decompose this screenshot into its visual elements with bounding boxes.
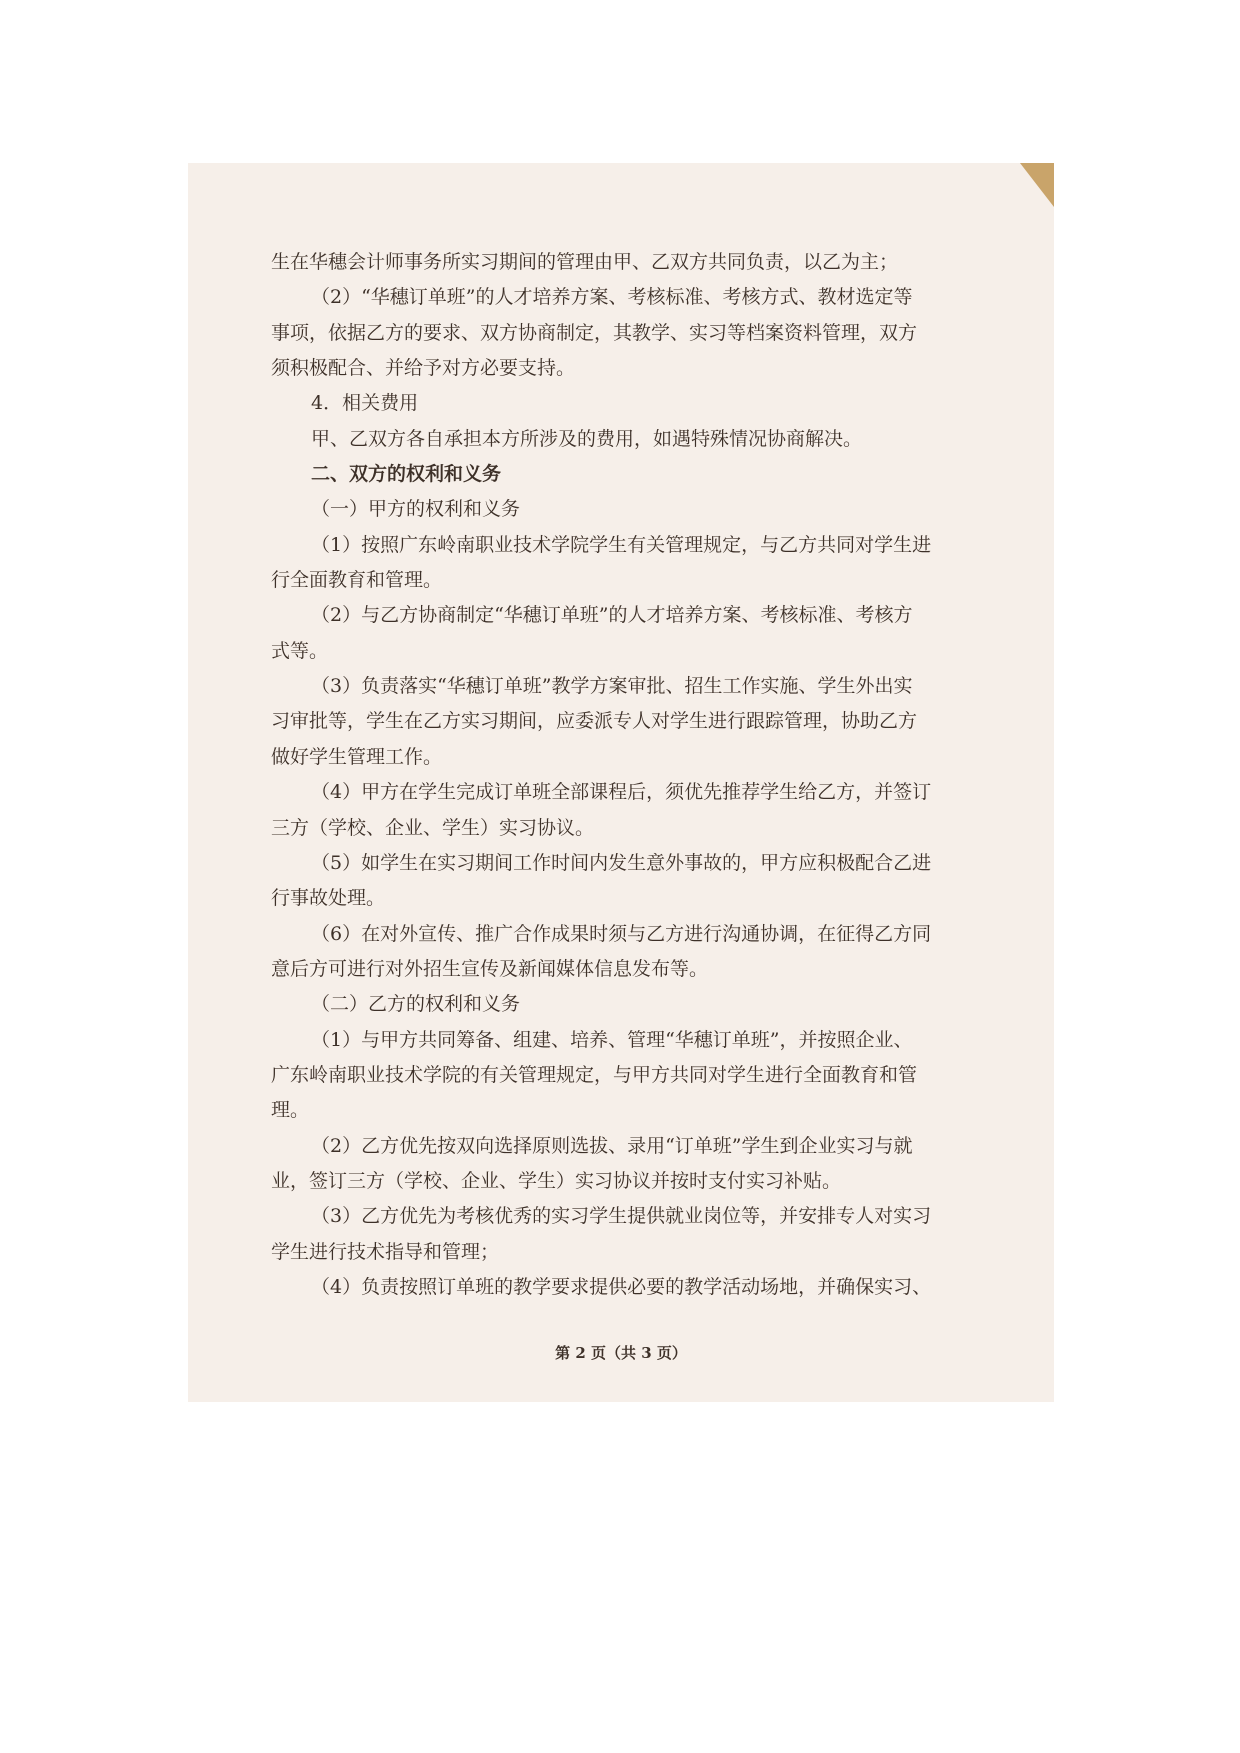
text-line: 业，签订三方（学校、企业、学生）实习协议并按时支付实习补贴。: [271, 1169, 842, 1192]
text-line: （一）甲方的权利和义务: [311, 498, 521, 521]
text-line: 须积极配合、并给予对方必要支持。: [271, 357, 576, 380]
page-footer: 第 2 页（共 3 页）: [555, 1344, 687, 1362]
text-line: （3）负责落实“华穗订单班”教学方案审批、招生工作实施、学生外出实: [311, 675, 913, 698]
text-line: 意后方可进行对外招生宣传及新闻媒体信息发布等。: [271, 957, 709, 980]
text-line: （4）负责按照订单班的教学要求提供必要的教学活动场地，并确保实习、: [311, 1275, 932, 1298]
text-line: 生在华穗会计师事务所实习期间的管理由甲、乙双方共同负责，以乙为主；: [271, 251, 899, 273]
text-line: 习审批等，学生在乙方实习期间，应委派专人对学生进行跟踪管理，协助乙方: [271, 710, 918, 733]
document-photo: [188, 163, 1054, 1402]
text-line: 事项，依据乙方的要求、双方协商制定，其教学、实习等档案资料管理，双方: [271, 321, 918, 344]
text-line: （2）乙方优先按双向选择原则选拔、录用“订单班”学生到企业实习与就: [311, 1134, 913, 1157]
text-line: 理。: [271, 1099, 310, 1122]
text-line: （2）“华穗订单班”的人才培养方案、考核标准、考核方式、教材选定等: [311, 286, 913, 309]
text-line: （6）在对外宣传、推广合作成果时须与乙方进行沟通协调，在征得乙方同: [311, 922, 932, 945]
page-corner-fold: [1020, 163, 1054, 207]
text-line: 甲、乙双方各自承担本方所涉及的费用，如遇特殊情况协商解决。: [311, 427, 863, 450]
text-line: （2）与乙方协商制定“华穗订单班”的人才培养方案、考核标准、考核方: [311, 604, 913, 627]
text-line: 式等。: [271, 639, 329, 662]
text-line: 广东岭南职业技术学院的有关管理规定，与甲方共同对学生进行全面教育和管: [271, 1063, 918, 1086]
text-line: 行事故处理。: [271, 887, 386, 910]
text-line: （1）与甲方共同筹备、组建、培养、管理“华穗订单班”，并按照企业、: [311, 1028, 913, 1051]
text-line: （5）如学生在实习期间工作时间内发生意外事故的，甲方应积极配合乙进: [311, 851, 932, 874]
text-line: 三方（学校、企业、学生）实习协议。: [271, 816, 595, 839]
text-line: 4．相关费用: [311, 392, 419, 415]
text-line: 学生进行技术指导和管理；: [271, 1240, 500, 1263]
text-line: （3）乙方优先为考核优秀的实习学生提供就业岗位等，并安排专人对实习: [311, 1205, 932, 1228]
text-line: 做好学生管理工作。: [271, 745, 443, 768]
text-line: （1）按照广东岭南职业技术学院学生有关管理规定，与乙方共同对学生进: [311, 533, 932, 556]
document-body: [271, 245, 991, 1305]
text-line: （二）乙方的权利和义务: [311, 993, 521, 1016]
text-line: 行全面教育和管理。: [271, 569, 443, 592]
section-heading: 二、双方的权利和义务: [311, 463, 502, 486]
text-line: （4）甲方在学生完成订单班全部课程后，须优先推荐学生给乙方，并签订: [311, 781, 932, 804]
